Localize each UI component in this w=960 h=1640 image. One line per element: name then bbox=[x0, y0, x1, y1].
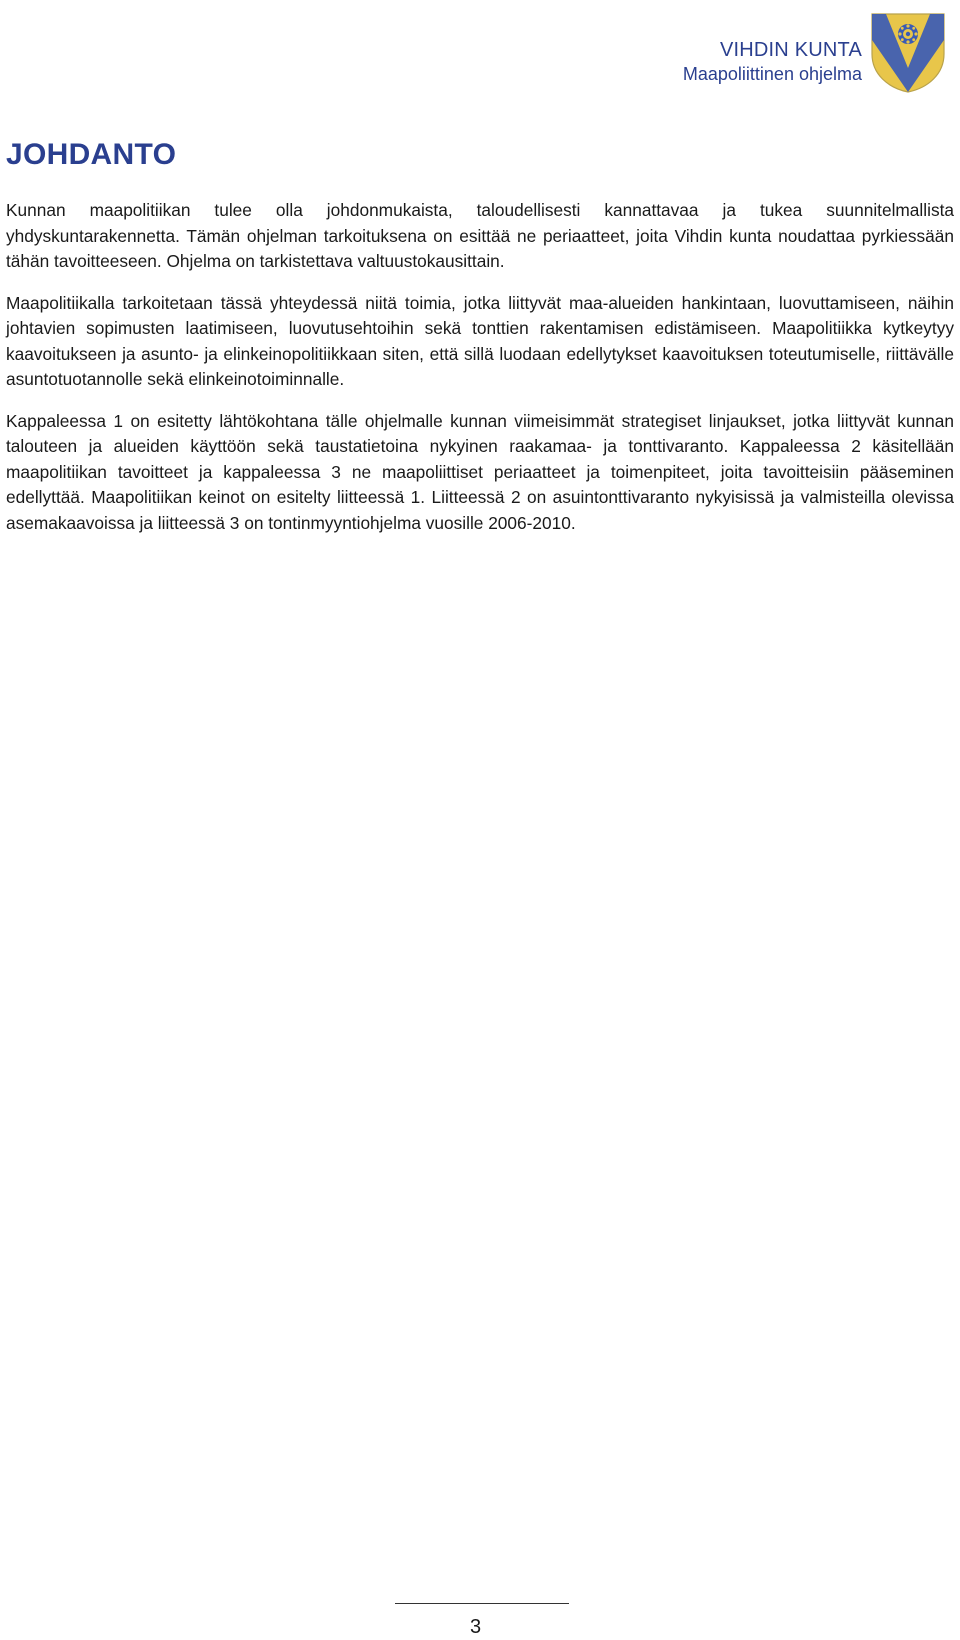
coat-of-arms-icon bbox=[868, 10, 948, 94]
paragraph-intro: Kunnan maapolitiikan tulee olla johdonmukaista, taloudellisesti kannattavaa ja tukea suunnitelmallista yhdyskuntarakennetta. Tämän ohjelman tarkoituksena on esittää ne periaatteet, joita Vihdin kunta noudattaa pyrkiessään tähän tavoitteeseen. Ohjelma on tarkistettava valtuustokausittain. bbox=[6, 200, 954, 271]
paragraph-definition: Maapolitiikalla tarkoitetaan tässä yhteydessä niitä toimia, jotka liittyvät maa-alueiden hankintaan, luovuttamiseen, näihin johtavien sopimusten laatimiseen, luovutusehtoihin sekä tonttien rakentamisen edistämiseen. Maapolitiikka kytkeytyy kaavoitukseen ja asunto- ja elinkeinopolitiikkaan siten, että sillä luodaan edellytykset kaavoituksen toteutumiselle, riittävälle asuntotuotannolle sekä elinkeinotoiminnalle. bbox=[6, 292, 954, 389]
document-name: Maapoliittinen ohjelma bbox=[682, 64, 862, 84]
section-body bbox=[6, 198, 954, 552]
paragraph-structure: Kappaleessa 1 on esitetty lähtökohtana tälle ohjelmalle kunnan viimeisimmät strategiset linjaukset, jotka liittyvät kunnan talouteen ja alueiden käyttöön sekä taustatietoina nykyinen raakamaa- ja tonttivaranto. Kappaleessa 2 käsitellään maapolitiikan tavoitteet ja kappaleessa 3 ne maapoliittiset periaatteet ja toimenpiteet, joita tavoitteisiin pääseminen edellyttää. Maapolitiikan keinot on esitelty liitteessä 1. Liitteessä 2 on asuintonttivaranto nykyisissä ja valmisteilla olevissa asemakaavoissa ja liitteessä 3 on tontinmyyntiohjelma vuosille 2006-2010. bbox=[6, 410, 954, 533]
section-title: JOHDANTO bbox=[6, 138, 177, 171]
organization-name: VIHDIN KUNTA bbox=[719, 39, 862, 61]
footer-divider bbox=[395, 1603, 569, 1604]
page-number: 3 bbox=[470, 1616, 482, 1638]
document-header bbox=[683, 38, 862, 86]
